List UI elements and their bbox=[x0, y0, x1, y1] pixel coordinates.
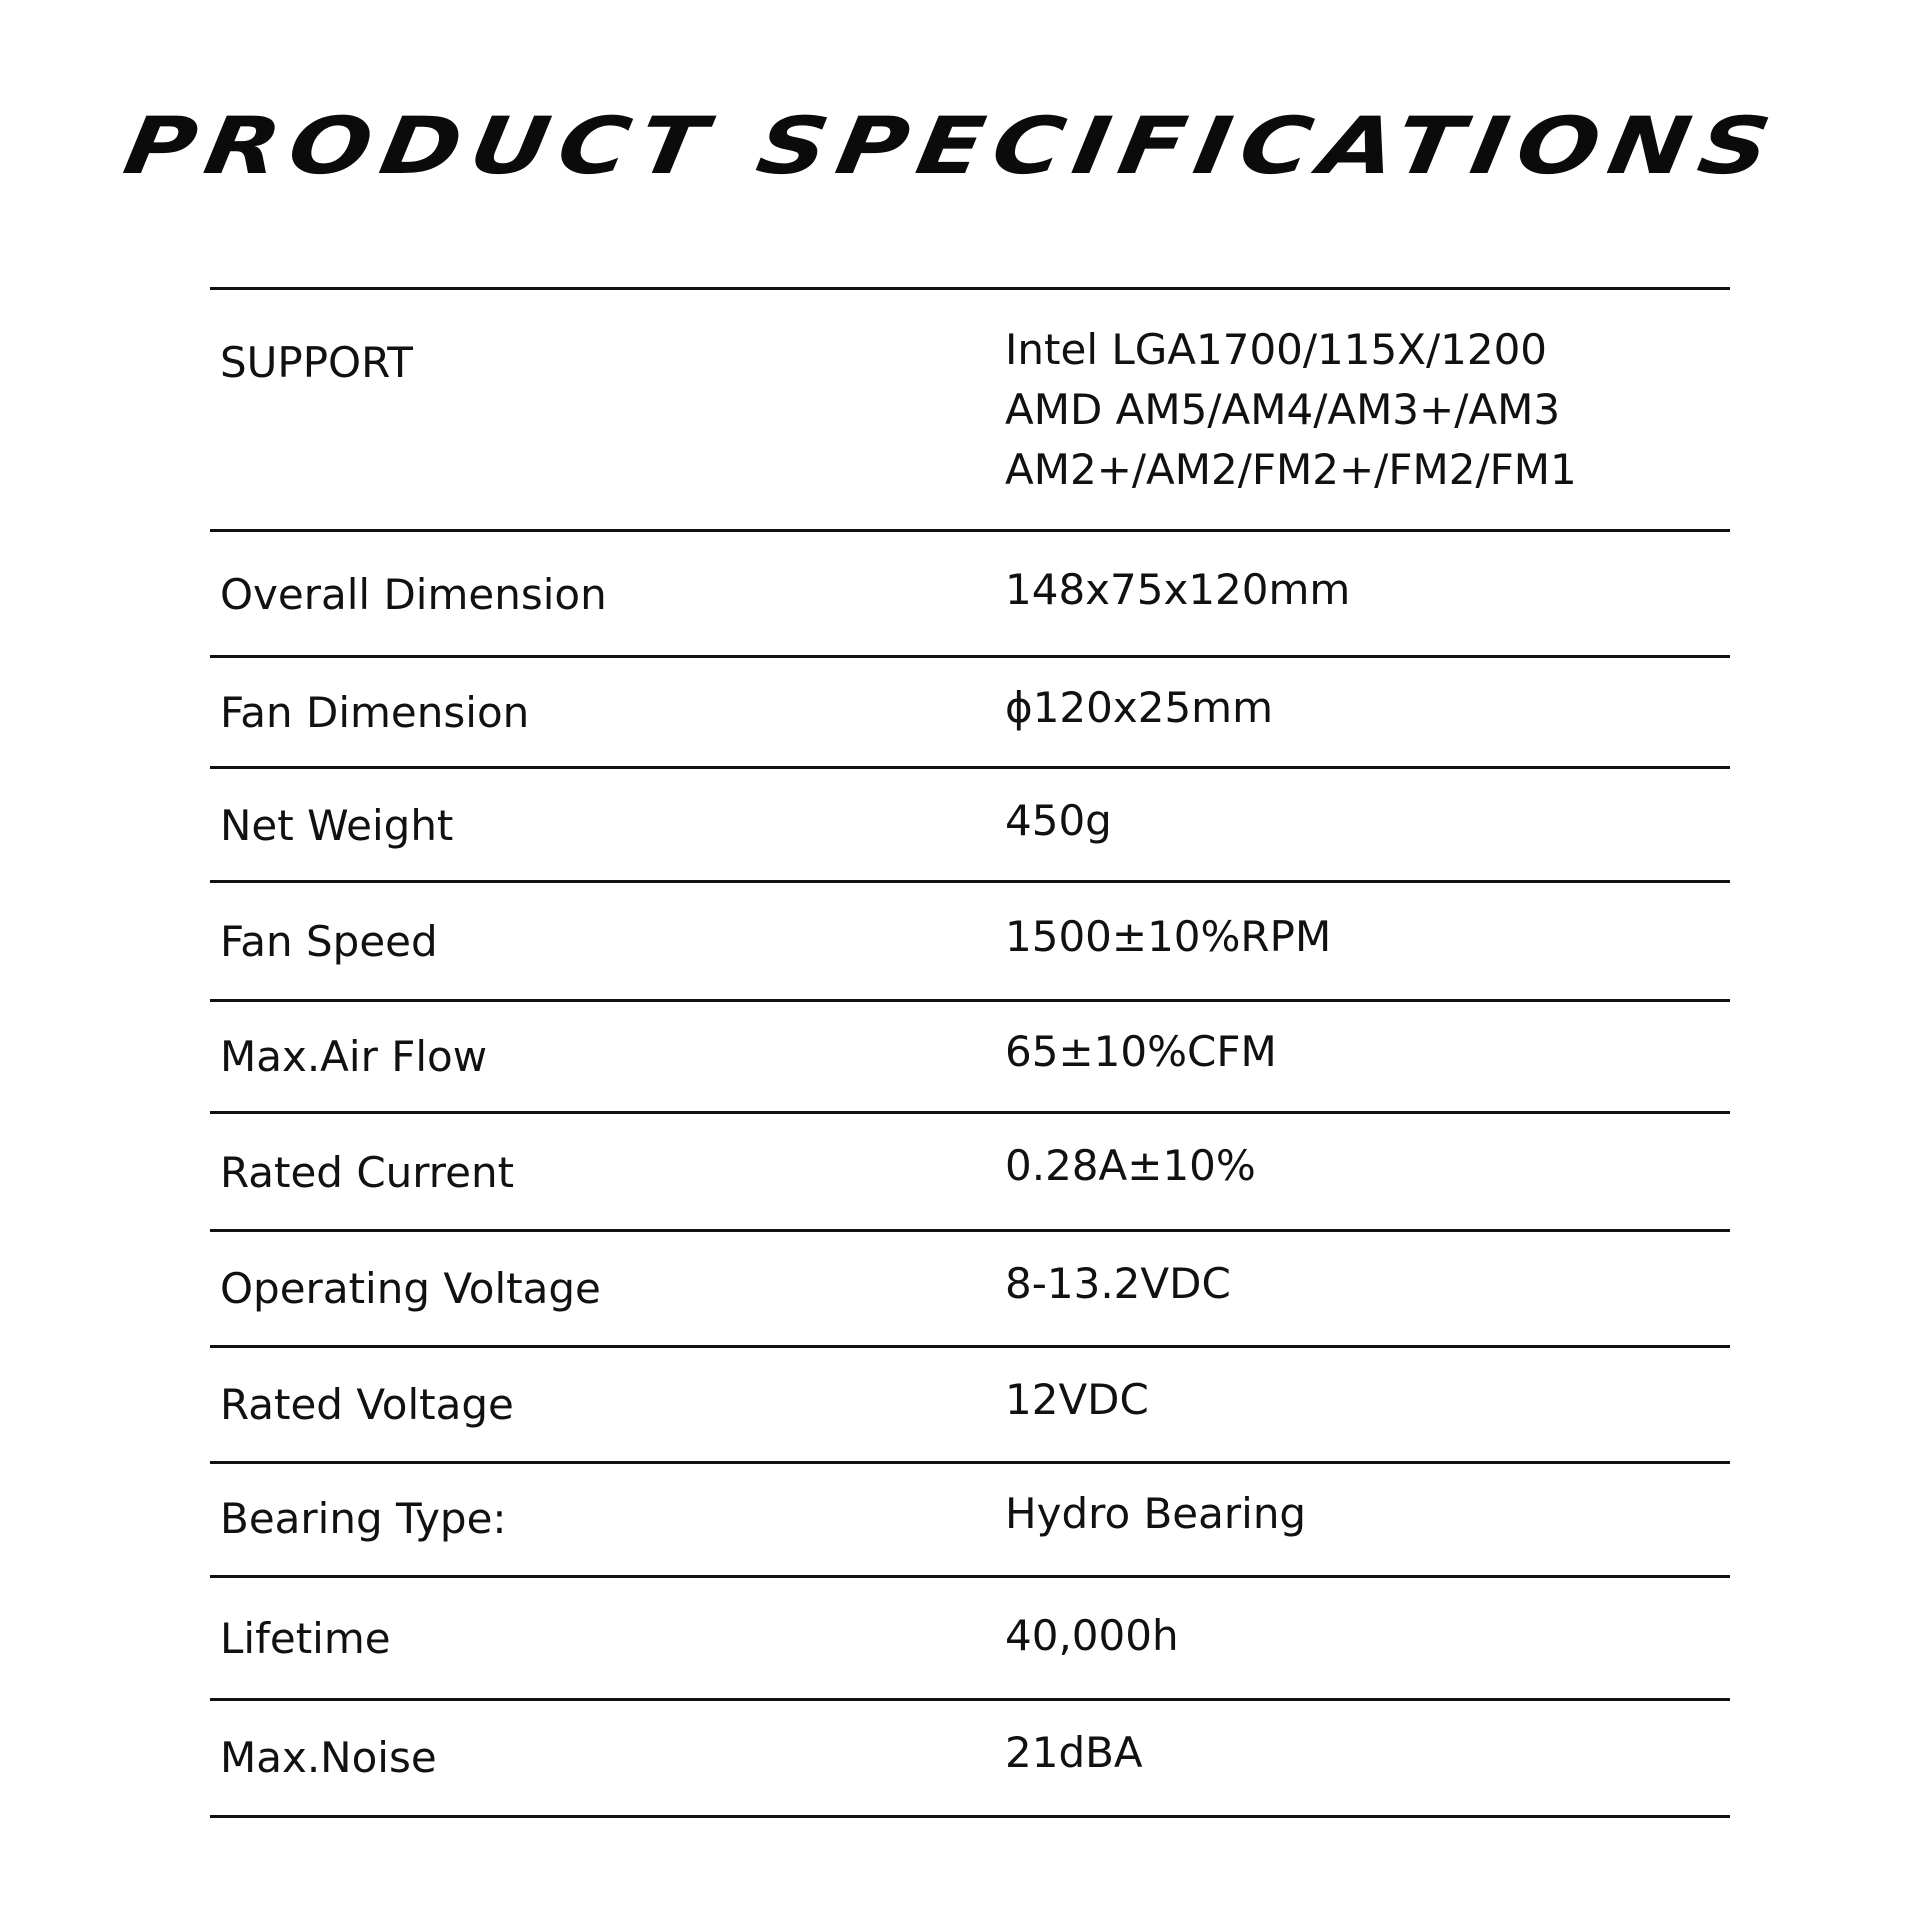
specifications-table bbox=[210, 287, 1730, 1818]
table-row-rated-current bbox=[210, 1114, 1730, 1232]
row-label: Overall Dimension bbox=[220, 570, 607, 619]
row-value: 8-13.2VDC bbox=[1005, 1259, 1231, 1308]
table-row-operating-voltage bbox=[210, 1232, 1730, 1348]
table-row-max-noise bbox=[210, 1701, 1730, 1818]
table-row-net-weight bbox=[210, 769, 1730, 883]
row-value: 450g bbox=[1005, 796, 1112, 845]
support-line-intel: Intel LGA1700/115X/1200 bbox=[1005, 325, 1548, 374]
row-value: 0.28A±10% bbox=[1005, 1141, 1256, 1190]
row-value: 148x75x120mm bbox=[1005, 565, 1351, 614]
row-label: Fan Speed bbox=[220, 917, 438, 966]
row-value: 40,000h bbox=[1005, 1611, 1179, 1660]
row-label: Max.Noise bbox=[220, 1733, 437, 1782]
support-line-amd-legacy: AM2+/AM2/FM2+/FM2/FM1 bbox=[1005, 445, 1577, 494]
page-title: PRODUCT SPECIFICATIONS bbox=[117, 100, 1787, 192]
row-label: Rated Voltage bbox=[220, 1380, 514, 1429]
row-value: 21dBA bbox=[1005, 1728, 1143, 1777]
table-row-fan-speed bbox=[210, 883, 1730, 1002]
table-row-overall-dimension bbox=[210, 532, 1730, 658]
table-row-rated-voltage bbox=[210, 1348, 1730, 1464]
row-value: Hydro Bearing bbox=[1005, 1489, 1307, 1538]
row-label: Bearing Type: bbox=[220, 1494, 507, 1543]
row-label: Fan Dimension bbox=[220, 688, 530, 737]
table-row-lifetime bbox=[210, 1578, 1730, 1701]
table-row-max-air-flow bbox=[210, 1002, 1730, 1114]
row-label: SUPPORT bbox=[220, 338, 413, 387]
row-label: Rated Current bbox=[220, 1148, 515, 1197]
row-value: 1500±10%RPM bbox=[1005, 912, 1332, 961]
row-value bbox=[1005, 320, 1577, 500]
row-label: Net Weight bbox=[220, 801, 454, 850]
table-row-fan-dimension bbox=[210, 658, 1730, 769]
table-row-bearing-type bbox=[210, 1464, 1730, 1578]
row-label: Lifetime bbox=[220, 1614, 391, 1663]
row-value: ϕ120x25mm bbox=[1005, 683, 1273, 732]
row-label: Operating Voltage bbox=[220, 1264, 601, 1313]
support-line-amd: AMD AM5/AM4/AM3+/AM3 bbox=[1005, 385, 1561, 434]
row-label: Max.Air Flow bbox=[220, 1032, 488, 1081]
table-row-support bbox=[210, 290, 1730, 532]
row-value: 65±10%CFM bbox=[1005, 1027, 1277, 1076]
row-value: 12VDC bbox=[1005, 1375, 1149, 1424]
